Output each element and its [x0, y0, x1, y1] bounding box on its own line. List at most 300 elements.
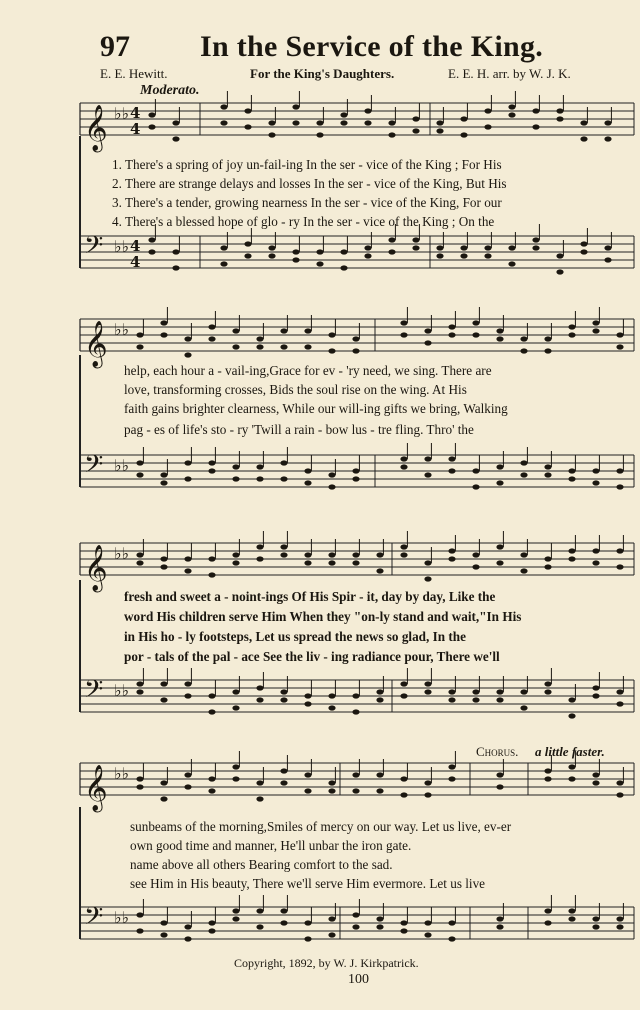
note-head — [424, 328, 431, 333]
note-head — [364, 253, 371, 258]
note-head — [376, 916, 383, 921]
note-head — [328, 788, 335, 793]
note-head — [460, 132, 467, 137]
note-head — [316, 132, 323, 137]
time-signature-top: 4 — [130, 104, 141, 122]
note-head — [280, 920, 287, 925]
note-head — [352, 709, 359, 714]
note-head — [496, 924, 503, 929]
note-head — [364, 245, 371, 250]
note-head — [352, 476, 359, 481]
note-head — [280, 476, 287, 481]
note-head — [160, 480, 167, 485]
time-signature-top: 4 — [130, 237, 141, 255]
note-head — [352, 788, 359, 793]
note-head — [424, 920, 431, 925]
key-signature-icon: ♭♭ — [114, 104, 130, 123]
hymn-number: 97 — [100, 30, 130, 63]
lyric-line: 4. There's a blessed hope of glo - ry In the ser - vice of the King ; On the — [112, 214, 495, 229]
note-head — [520, 460, 527, 465]
bass-clef-icon: 𝄢 — [84, 231, 104, 266]
lyric-line: own good time and manner, He'll unbar the iron gate. — [130, 838, 412, 853]
note-head — [496, 336, 503, 341]
note-head — [160, 796, 167, 801]
note-head — [304, 788, 311, 793]
note-head — [136, 681, 143, 686]
note-head — [208, 460, 215, 465]
lyric-line: name above all others Bearing comfort to the sad. — [130, 857, 393, 872]
lyric-line: 3. There's a tender, growing nearness In the ser - vice of the King, For our — [112, 195, 502, 210]
note-head — [496, 560, 503, 565]
note-head — [328, 705, 335, 710]
note-head — [328, 693, 335, 698]
note-head — [208, 920, 215, 925]
note-head — [208, 324, 215, 329]
note-head — [592, 780, 599, 785]
key-signature-icon: ♭♭ — [114, 456, 130, 475]
note-head — [544, 920, 551, 925]
note-head — [400, 693, 407, 698]
note-head — [160, 697, 167, 702]
note-head — [148, 237, 155, 242]
lyric-line: pag - es of life's sto - ry 'Twill a rain - bow lus - tre fling. Thro' the — [124, 422, 474, 437]
note-head — [208, 788, 215, 793]
note-head — [160, 932, 167, 937]
note-head — [352, 336, 359, 341]
note-head — [328, 780, 335, 785]
note-head — [232, 776, 239, 781]
note-head — [184, 936, 191, 941]
note-head — [232, 552, 239, 557]
note-head — [400, 792, 407, 797]
note-head — [592, 548, 599, 553]
note-head — [208, 468, 215, 473]
note-head — [424, 689, 431, 694]
note-head — [616, 701, 623, 706]
note-head — [472, 332, 479, 337]
note-head — [280, 544, 287, 549]
note-head — [604, 120, 611, 125]
note-head — [508, 245, 515, 250]
note-head — [220, 104, 227, 109]
note-head — [424, 340, 431, 345]
note-head — [304, 552, 311, 557]
note-head — [424, 456, 431, 461]
note-head — [352, 348, 359, 353]
note-head — [184, 693, 191, 698]
note-head — [412, 237, 419, 242]
note-head — [292, 249, 299, 254]
note-head — [352, 924, 359, 929]
composer-credit: E. E. H. arr. by W. J. K. — [448, 66, 571, 81]
note-head — [256, 544, 263, 549]
page-number: 100 — [348, 972, 369, 987]
note-head — [328, 332, 335, 337]
note-head — [352, 560, 359, 565]
note-head — [400, 920, 407, 925]
note-head — [496, 544, 503, 549]
note-head — [448, 548, 455, 553]
note-head — [280, 697, 287, 702]
note-head — [208, 928, 215, 933]
note-head — [304, 693, 311, 698]
note-head — [580, 249, 587, 254]
lyric-line: fresh and sweet a - noint-ings Of His Spir - it, day by day, Like the — [124, 589, 496, 604]
note-head — [136, 460, 143, 465]
note-head — [352, 468, 359, 473]
note-head — [544, 472, 551, 477]
note-head — [424, 780, 431, 785]
lyric-line: por - tals of the pal - ace See the liv - ing radiance pour, There we'll — [124, 649, 500, 664]
bass-clef-icon: 𝄢 — [84, 450, 104, 485]
note-head — [520, 552, 527, 557]
note-head — [172, 136, 179, 141]
note-head — [328, 560, 335, 565]
note-head — [364, 120, 371, 125]
note-head — [304, 468, 311, 473]
note-head — [448, 324, 455, 329]
note-head — [232, 916, 239, 921]
note-head — [388, 237, 395, 242]
note-head — [244, 108, 251, 113]
hymn-title: In the Service of the King. — [200, 30, 544, 63]
note-head — [496, 464, 503, 469]
note-head — [520, 705, 527, 710]
note-head — [256, 908, 263, 913]
note-head — [184, 681, 191, 686]
chorus-tempo: a little faster. — [535, 744, 605, 759]
note-head — [400, 544, 407, 549]
note-head — [568, 916, 575, 921]
note-head — [136, 689, 143, 694]
note-head — [136, 912, 143, 917]
note-head — [232, 705, 239, 710]
note-head — [244, 241, 251, 246]
note-head — [376, 772, 383, 777]
note-head — [436, 245, 443, 250]
key-signature-icon: ♭♭ — [114, 908, 130, 927]
note-head — [520, 336, 527, 341]
note-head — [496, 772, 503, 777]
note-head — [136, 332, 143, 337]
note-head — [568, 324, 575, 329]
note-head — [496, 784, 503, 789]
note-head — [328, 348, 335, 353]
lyric-line: 2. There are strange delays and losses In the ser - vice of the King, But His — [112, 176, 507, 191]
note-head — [520, 472, 527, 477]
lyric-line: faith gains brighter clearness, While our will-ing gifts we bring, Walking — [124, 401, 508, 416]
note-head — [508, 112, 515, 117]
note-head — [568, 713, 575, 718]
note-head — [616, 484, 623, 489]
note-head — [388, 249, 395, 254]
note-head — [544, 681, 551, 686]
note-head — [400, 552, 407, 557]
note-head — [304, 344, 311, 349]
note-head — [448, 456, 455, 461]
note-head — [520, 568, 527, 573]
note-head — [592, 916, 599, 921]
note-head — [448, 776, 455, 781]
note-head — [472, 468, 479, 473]
note-head — [592, 328, 599, 333]
note-head — [532, 108, 539, 113]
note-head — [556, 108, 563, 113]
note-head — [304, 480, 311, 485]
note-head — [568, 764, 575, 769]
note-head — [160, 564, 167, 569]
bass-clef-icon: 𝄢 — [84, 902, 104, 937]
note-head — [244, 253, 251, 258]
note-head — [604, 245, 611, 250]
note-head — [616, 344, 623, 349]
note-head — [136, 344, 143, 349]
note-head — [568, 548, 575, 553]
note-head — [484, 124, 491, 129]
note-head — [532, 124, 539, 129]
note-head — [496, 328, 503, 333]
note-head — [328, 932, 335, 937]
note-head — [352, 693, 359, 698]
note-head — [268, 253, 275, 258]
lyric-line: help, each hour a - vail-ing,Grace for ev - 'ry need, we sing. There are — [124, 363, 492, 378]
note-head — [232, 560, 239, 565]
note-head — [268, 120, 275, 125]
note-head — [568, 468, 575, 473]
note-head — [472, 552, 479, 557]
note-head — [160, 556, 167, 561]
note-head — [592, 480, 599, 485]
note-head — [280, 780, 287, 785]
note-head — [544, 336, 551, 341]
note-head — [544, 776, 551, 781]
note-head — [256, 924, 263, 929]
dedication: For the King's Daughters. — [250, 66, 395, 81]
note-head — [616, 924, 623, 929]
note-head — [484, 253, 491, 258]
note-head — [220, 261, 227, 266]
note-head — [412, 245, 419, 250]
note-head — [160, 320, 167, 325]
note-head — [208, 776, 215, 781]
note-head — [136, 560, 143, 565]
note-head — [400, 332, 407, 337]
note-head — [616, 468, 623, 473]
note-head — [160, 472, 167, 477]
note-head — [268, 132, 275, 137]
note-head — [616, 780, 623, 785]
lyric-line: in His ho - ly footsteps, Let us spread the news so glad, In the — [124, 629, 466, 644]
note-head — [484, 245, 491, 250]
note-head — [436, 120, 443, 125]
note-head — [400, 928, 407, 933]
note-head — [220, 245, 227, 250]
copyright-notice: Copyright, 1892, by W. J. Kirkpatrick. — [234, 956, 419, 970]
note-head — [328, 552, 335, 557]
note-head — [172, 249, 179, 254]
note-head — [460, 245, 467, 250]
note-head — [400, 464, 407, 469]
note-head — [280, 328, 287, 333]
note-head — [136, 776, 143, 781]
note-head — [592, 560, 599, 565]
note-head — [496, 480, 503, 485]
note-head — [256, 336, 263, 341]
note-head — [616, 548, 623, 553]
note-head — [568, 776, 575, 781]
note-head — [280, 552, 287, 557]
note-head — [160, 332, 167, 337]
note-head — [256, 780, 263, 785]
note-head — [544, 908, 551, 913]
note-head — [616, 689, 623, 694]
note-head — [304, 772, 311, 777]
note-head — [388, 132, 395, 137]
note-head — [352, 912, 359, 917]
note-head — [364, 108, 371, 113]
note-head — [160, 681, 167, 686]
note-head — [580, 241, 587, 246]
note-head — [496, 697, 503, 702]
note-head — [148, 249, 155, 254]
note-head — [592, 320, 599, 325]
note-head — [352, 552, 359, 557]
note-head — [376, 568, 383, 573]
note-head — [208, 336, 215, 341]
note-head — [592, 772, 599, 777]
treble-clef-icon: 𝄞 — [84, 321, 108, 367]
note-head — [148, 124, 155, 129]
note-head — [328, 916, 335, 921]
note-head — [340, 249, 347, 254]
note-head — [580, 120, 587, 125]
note-head — [280, 344, 287, 349]
note-head — [220, 120, 227, 125]
note-head — [556, 253, 563, 258]
note-head — [496, 916, 503, 921]
note-head — [184, 568, 191, 573]
note-head — [256, 685, 263, 690]
note-head — [136, 784, 143, 789]
note-head — [208, 709, 215, 714]
treble-clef-icon: 𝄞 — [84, 105, 108, 151]
note-head — [352, 772, 359, 777]
note-head — [568, 476, 575, 481]
note-head — [424, 472, 431, 477]
note-head — [424, 560, 431, 565]
note-head — [280, 460, 287, 465]
note-head — [616, 916, 623, 921]
tempo-marking: Moderato. — [140, 83, 200, 98]
note-head — [436, 253, 443, 258]
note-head — [448, 936, 455, 941]
note-head — [484, 108, 491, 113]
note-head — [376, 924, 383, 929]
note-head — [412, 116, 419, 121]
note-head — [232, 476, 239, 481]
note-head — [172, 120, 179, 125]
note-head — [316, 261, 323, 266]
note-head — [160, 920, 167, 925]
note-head — [616, 332, 623, 337]
note-head — [280, 689, 287, 694]
treble-clef-icon: 𝄞 — [84, 765, 108, 811]
lyric-line: 1. There's a spring of joy un-fail-ing In the ser - vice of the King ; For His — [112, 157, 502, 172]
note-head — [184, 352, 191, 357]
note-head — [340, 112, 347, 117]
note-head — [436, 128, 443, 133]
note-head — [544, 768, 551, 773]
note-head — [400, 320, 407, 325]
note-head — [592, 924, 599, 929]
note-head — [508, 261, 515, 266]
note-head — [304, 936, 311, 941]
note-head — [184, 772, 191, 777]
note-head — [340, 120, 347, 125]
note-head — [568, 332, 575, 337]
note-head — [232, 908, 239, 913]
note-head — [256, 556, 263, 561]
note-head — [568, 908, 575, 913]
note-head — [256, 476, 263, 481]
note-head — [412, 128, 419, 133]
note-head — [316, 249, 323, 254]
key-signature-icon: ♭♭ — [114, 320, 130, 339]
note-head — [280, 768, 287, 773]
key-signature-icon: ♭♭ — [114, 764, 130, 783]
note-head — [460, 253, 467, 258]
note-head — [448, 689, 455, 694]
note-head — [232, 689, 239, 694]
note-head — [256, 796, 263, 801]
note-head — [304, 920, 311, 925]
note-head — [400, 456, 407, 461]
note-head — [592, 685, 599, 690]
note-head — [184, 556, 191, 561]
note-head — [616, 564, 623, 569]
note-head — [544, 556, 551, 561]
note-head — [556, 269, 563, 274]
note-head — [184, 784, 191, 789]
time-signature-bottom: 4 — [130, 120, 141, 138]
note-head — [448, 764, 455, 769]
note-head — [376, 689, 383, 694]
key-signature-icon: ♭♭ — [114, 237, 130, 256]
note-head — [304, 328, 311, 333]
chorus-label: Chorus. — [476, 744, 519, 759]
note-head — [292, 104, 299, 109]
lyric-line: word His children serve Him When they "on-ly stand and wait,"In His — [124, 609, 522, 624]
lyric-line: see Him in His beauty, There we'll serve Him evermore. Let us live — [130, 876, 486, 891]
note-head — [340, 265, 347, 270]
note-head — [472, 697, 479, 702]
author-credit: E. E. Hewitt. — [100, 66, 168, 81]
note-head — [448, 697, 455, 702]
note-head — [208, 693, 215, 698]
note-head — [376, 788, 383, 793]
note-head — [208, 556, 215, 561]
note-head — [184, 336, 191, 341]
note-head — [232, 464, 239, 469]
note-head — [472, 320, 479, 325]
note-head — [256, 344, 263, 349]
note-head — [592, 468, 599, 473]
note-head — [604, 257, 611, 262]
note-head — [544, 689, 551, 694]
lyric-line: sunbeams of the morning,Smiles of mercy on our way. Let us live, ev-er — [130, 819, 512, 834]
note-head — [532, 237, 539, 242]
note-head — [448, 920, 455, 925]
